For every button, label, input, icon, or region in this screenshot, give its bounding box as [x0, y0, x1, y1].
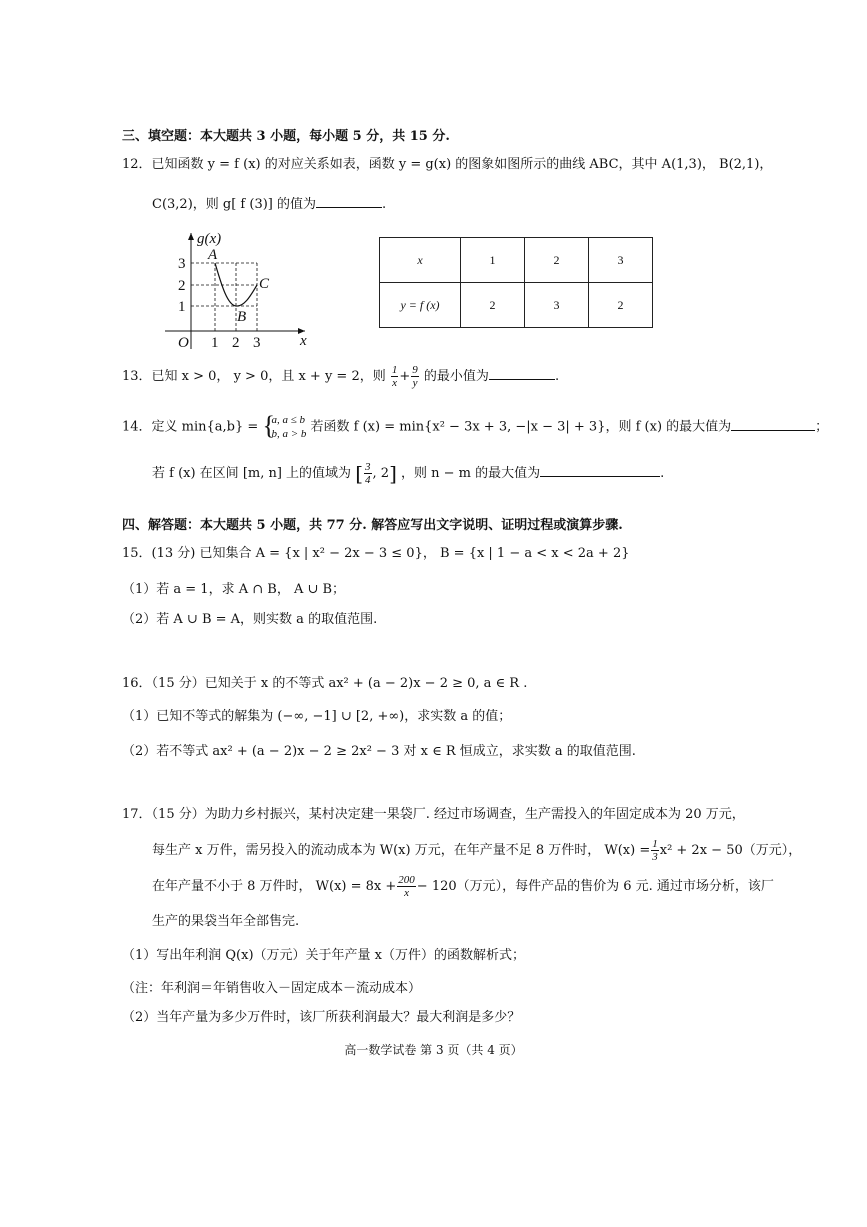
q17-line-4: 生产的果袋当年全部售完. [152, 914, 300, 929]
q14-piecewise [262, 413, 306, 441]
table-row [380, 238, 653, 283]
q14-text-mid: 若函数 f (x) = min{x² − 3x + 3, −|x − 3| + 3}，则 f (x) 的最大值为 [310, 419, 732, 435]
graph-y-tick-3: 3 [178, 256, 186, 272]
q13-line [122, 364, 559, 389]
q12-graph [155, 225, 315, 355]
q17-line-2-text: 每生产 x 万件，需另投入的流动成本为 W(x) 万元，在年产量不足 8 万件时， W(x) = [152, 843, 651, 858]
q14-range-upper: , 2 [372, 466, 390, 481]
page-footer: 高一数学试卷 第 3 页（共 4 页） [344, 1043, 523, 1057]
q13-fraction-2 [411, 364, 419, 389]
q12-answer-blank[interactable] [316, 195, 382, 208]
case-2: b, a > b [271, 428, 307, 440]
graph-x-tick-3: 3 [253, 335, 261, 351]
q17-line-3-post: − 120（万元），每件产品的售价为 6 元. 通过市场分析，该厂 [416, 879, 774, 894]
q16-part-2: （2）若不等式 ax² + (a − 2)x − 2 ≥ 2x² − 3 对 x ∈ R 恒成立，求实数 a 的取值范围. [122, 744, 636, 759]
table-cell: 2 [461, 283, 525, 328]
q17-part-2: （2）当年产量为多少万件时，该厂所获利润最大？最大利润是多少？ [122, 1010, 521, 1025]
q14-answer-blank-2[interactable] [540, 464, 660, 477]
fraction-denominator: x [392, 377, 398, 389]
q14-line-2 [152, 461, 664, 486]
q12-line-2-end: . [382, 197, 387, 212]
q14-line-2-post: ，则 n − m 的最大值为 [401, 466, 541, 481]
graph-origin: O [178, 335, 189, 351]
graph-point-c: C [259, 276, 270, 292]
q17-note: （注：年利润＝年销售收入－固定成本－流动成本） [122, 981, 422, 996]
case-1: a, a ≤ b [271, 414, 305, 426]
graph-y-tick-2: 2 [178, 278, 186, 294]
fraction-numerator: 200 [398, 874, 415, 886]
graph-x-tick-1: 1 [211, 335, 219, 351]
fraction-numerator: 3 [365, 461, 371, 473]
plus-sign: + [399, 369, 411, 384]
brace-icon: { [262, 411, 275, 440]
q13-end: . [554, 369, 560, 384]
q14-answer-blank-1[interactable] [731, 418, 815, 431]
table-cell: x [380, 238, 461, 283]
fraction-numerator: 9 [412, 364, 418, 376]
q13-fraction-1 [391, 364, 399, 389]
q12-line-1: 12．已知函数 y = f (x) 的对应关系如表，函数 y = g(x) 的图象如图所示的曲线 ABC，其中 A(1,3)， B(2,1)， [122, 157, 773, 172]
graph-x-tick-2: 2 [232, 335, 240, 351]
fraction-denominator: 3 [652, 851, 658, 863]
q12-line-2 [152, 193, 386, 212]
graph-point-a: A [208, 247, 218, 263]
table-row [380, 283, 653, 328]
q16-line-1: 16．（15 分）已知关于 x 的不等式 ax² + (a − 2)x − 2 ≥ 0, a ∈ R . [122, 676, 528, 691]
left-bracket-icon: [ [355, 461, 364, 486]
q14-end-1: ； [815, 419, 829, 435]
section-4-heading: 四、解答题：本大题共 5 小题，共 77 分. 解答应写出文字说明、证明过程或演算步骤. [122, 518, 623, 533]
graph-x-label: x [300, 333, 307, 349]
table-cell: 2 [525, 238, 589, 283]
q14-fraction [364, 461, 372, 486]
fraction-numerator: 1 [391, 364, 398, 376]
table-cell: 3 [589, 238, 653, 283]
graph-y-label: g(x) [197, 231, 222, 247]
table-cell: 2 [589, 283, 653, 328]
q12-function-table [379, 237, 653, 328]
table-cell: 3 [525, 283, 589, 328]
right-bracket-icon: ] [389, 461, 397, 486]
q15-part-2: （2）若 A ∪ B = A，则实数 a 的取值范围. [122, 612, 378, 627]
q16-part-1: （1）已知不等式的解集为 (−∞, −1] ∪ [2, +∞)，求实数 a 的值； [122, 709, 512, 724]
fraction-denominator: 4 [365, 474, 371, 486]
q17-line-1: 17．（15 分）为助力乡村振兴，某村决定建一果袋厂. 经过市场调查，生产需投入的年固定成本为 20 万元， [122, 807, 745, 822]
q17-line-3 [152, 874, 774, 899]
q17-line-3-text: 在年产量不小于 8 万件时， W(x) = 8x + [152, 879, 397, 894]
q17-part-1: （1）写出年利润 Q(x)（万元）关于年产量 x（万件）的函数解析式； [122, 948, 526, 963]
fraction-numerator: 1 [652, 838, 658, 850]
q13-text-post: 的最小值为 [423, 369, 489, 384]
section-3-heading: 三、填空题：本大题共 3 小题，每小题 5 分，共 15 分. [122, 129, 450, 144]
q17-fraction-1 [651, 838, 659, 863]
q14-text: 14．定义 min{a,b} = [122, 419, 259, 435]
q15-line-1: 15．(13 分) 已知集合 A = {x | x² − 2x − 3 ≤ 0}， B = {x | 1 − a < x < 2a + 2} [122, 546, 630, 561]
graph-y-tick-1: 1 [178, 299, 186, 315]
q14-line-1 [122, 413, 828, 441]
q12-line-2-text: C(3,2)，则 g[ f (3)] 的值为 [152, 197, 316, 212]
q14-end-2: . [660, 466, 665, 481]
q14-line-2-text: 若 f (x) 在区间 [m, n] 上的值域为 [152, 466, 352, 481]
q17-fraction-2 [397, 874, 416, 899]
table-cell: 1 [461, 238, 525, 283]
q15-part-1: （1）若 a = 1，求 A ∩ B， A ∪ B； [122, 582, 346, 597]
q17-line-2-post: x² + 2x − 50（万元）， [659, 843, 802, 858]
q17-line-2 [152, 838, 801, 863]
graph-point-b: B [237, 309, 247, 325]
table-cell: y = f (x) [380, 283, 461, 328]
fraction-denominator: x [404, 887, 409, 899]
q13-answer-blank[interactable] [489, 367, 555, 380]
fraction-denominator: y [412, 377, 418, 389]
q13-text: 13．已知 x > 0， y > 0，且 x + y = 2，则 [122, 369, 386, 384]
